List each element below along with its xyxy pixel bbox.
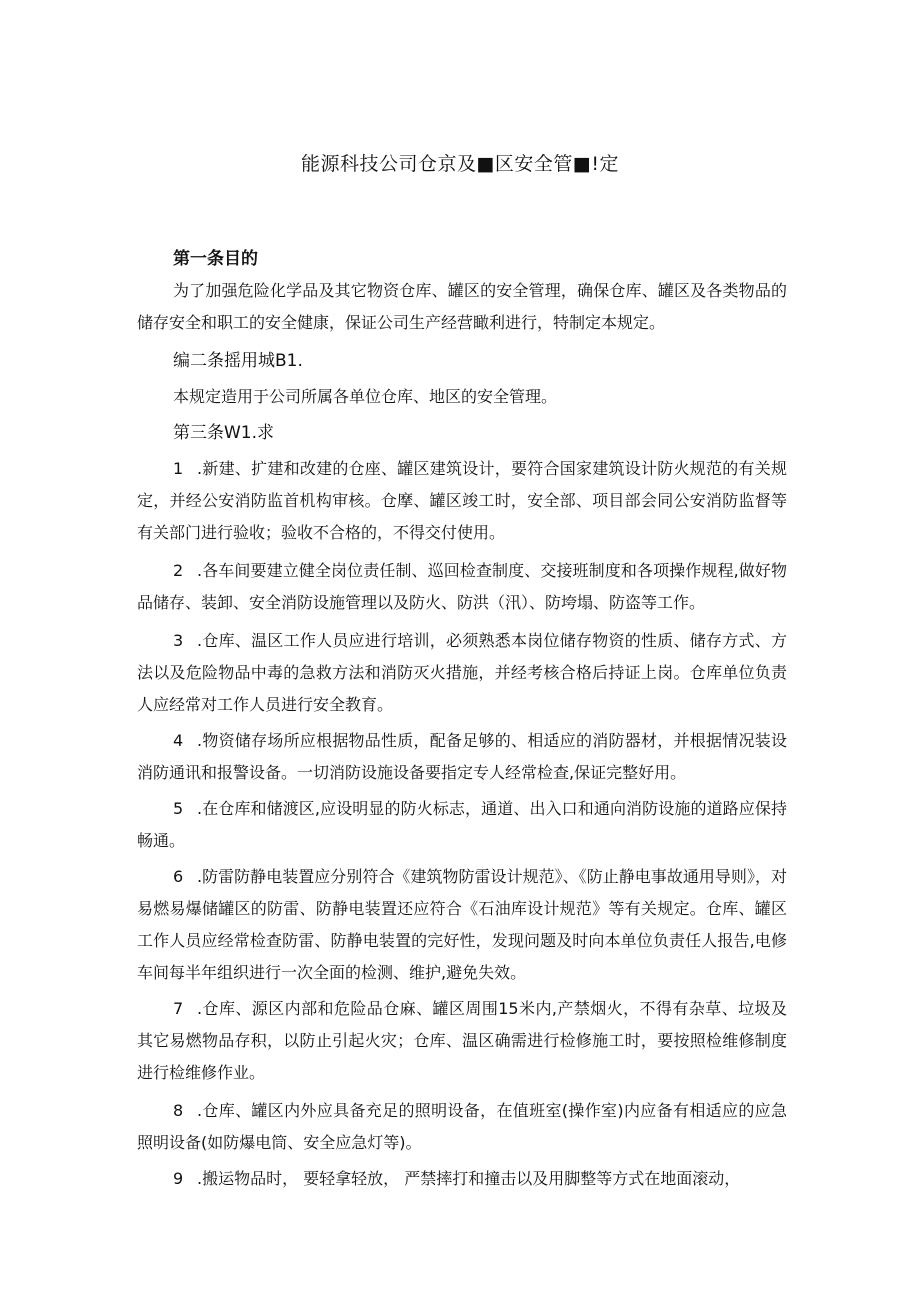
list-item-number: 7	[173, 999, 184, 1018]
list-item-text: .在仓库和储渡区,应设明显的防火标志，通道、出入口和通向消防设施的道路应保持畅通。	[137, 799, 787, 850]
list-item-1	[137, 453, 787, 549]
section-2-heading: 编二条摇用城B1.	[173, 351, 303, 371]
list-item-number: 8	[173, 1101, 184, 1120]
list-item-text: .仓库、温区工作人员应进行培训，必须熟悉本岗位储存物资的性质、储存方式、方法以及危险物品中毒的急救方法和消防灭火措施，并经考核合格后持证上岗。仓库单位负责人应经常对工作人员进行安全教育。	[137, 631, 787, 714]
list-item-text: .各车间要建立健全岗位责任制、巡回检查制度、交接班制度和各项操作规程,做好物品储存、装卸、安全消防设施管理以及防火、防洪（汛）、防垮塌、防盗等工作。	[137, 561, 787, 612]
list-item-2	[137, 555, 787, 619]
list-item-text: .新建、扩建和改建的仓座、罐区建筑设计，要符合国家建筑设计防火规范的有关规定，并经公安消防监首机构审核。仓摩、罐区竣工时，安全部、项目部会同公安消防监督等有关部门进行验收；验收不合格的，不得交付使用。	[137, 459, 787, 542]
list-item-text: .仓库、源区内部和危险品仓麻、罐区周围15米内,产禁烟火，不得有杂草、垃圾及其它易燃物品存积，以防止引起火灾；仓库、温区确需进行检修施工时，要按照检维修制度进行检维修作业。	[137, 999, 787, 1082]
list-item-3	[137, 625, 787, 721]
list-item-number: 6	[173, 867, 184, 886]
list-item-6	[137, 861, 787, 989]
list-item-text: .防雷防静电装置应分别符合《建筑物防雷设计规范》、《防止静电事故通用导则》，对易燃易爆储罐区的防雷、防静电装置还应符合《石油库设计规范》等有关规定。仓库、罐区工作人员应经常检查防雷、防静电装置的完好性，发现问题及时向本单位负责任人报告,电修车间每半年组织进行一次全面的检测、维护,避免失效。	[137, 867, 787, 982]
list-item-number: 5	[173, 799, 184, 818]
list-item-number: 1	[173, 459, 184, 478]
section-1-paragraph: 为了加强危险化学品及其它物资仓库、罐区的安全管理，确保仓库、罐区及各类物品的储存安全和职工的安全健康，保证公司生产经营瞰利进行，特制定本规定。	[137, 281, 787, 332]
document-title: 能源科技公司仓京及■区安全管■!定	[300, 153, 620, 175]
list-item-7	[137, 993, 787, 1089]
list-item-8	[137, 1095, 787, 1159]
section-3-heading: 第三条W1.求	[173, 423, 275, 443]
section-1-heading: 第一条目的	[173, 249, 258, 269]
list-item-4	[137, 725, 787, 789]
document-body	[137, 243, 787, 1195]
list-item-number: 2	[173, 561, 184, 580]
list-item-text: .搬运物品时， 要轻拿轻放， 严禁摔打和撞击以及用脚整等方式在地面滚动，	[197, 1169, 741, 1188]
list-item-text: .物资储存场所应根据物品性质，配备足够的、相适应的消防器材，并根据情况装设消防通讯和报警设备。一切消防设施设备要指定专人经常检查,保证完整好用。	[137, 731, 787, 782]
list-item-number: 9	[173, 1169, 184, 1188]
list-item-9	[137, 1163, 787, 1195]
list-item-number: 4	[173, 731, 184, 750]
section-2-paragraph: 本规定造用于公司所属各单位仓库、地区的安全管理。	[173, 387, 558, 406]
list-item-number: 3	[173, 631, 184, 650]
list-item-text: .仓库、罐区内外应具备充足的照明设备，在值班室(操作室)内应备有相适应的应急照明设备(如防爆电筒、安全应急灯等)。	[137, 1101, 787, 1152]
list-item-5	[137, 793, 787, 857]
